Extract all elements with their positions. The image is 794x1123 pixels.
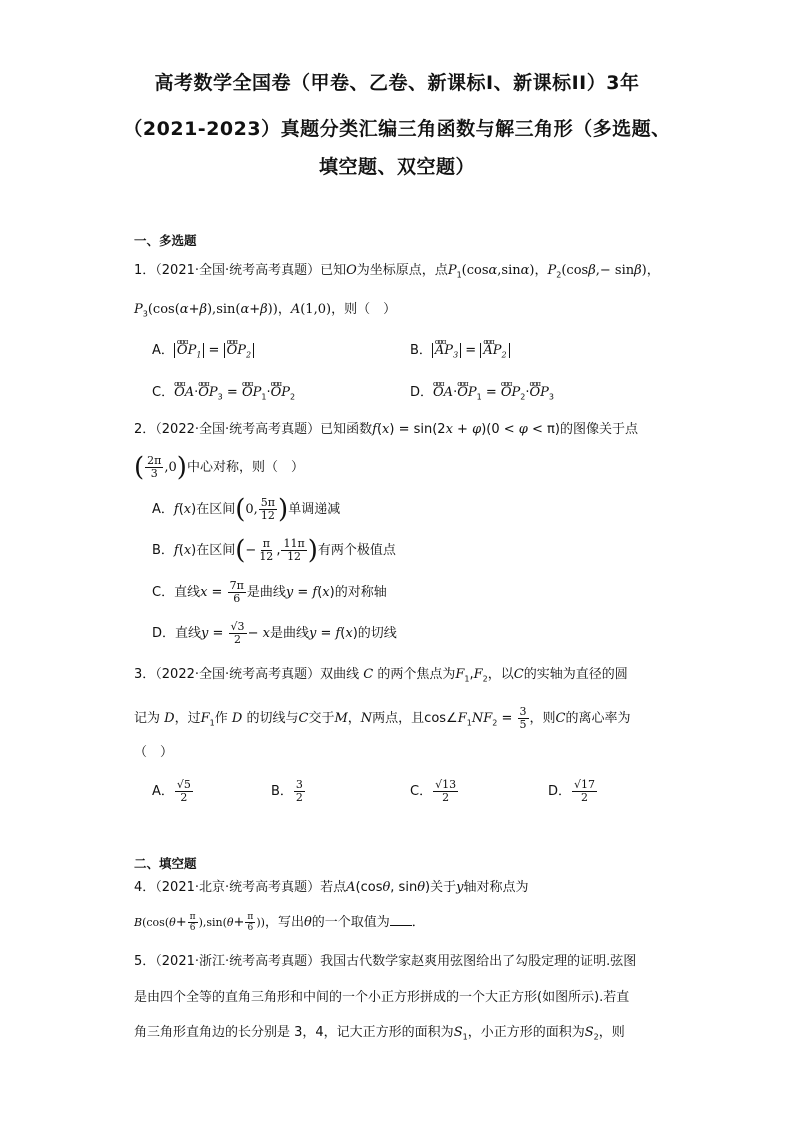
q2-line-2: ( $\frac{2\pi}{3}$ ,0)中心对称，则（ ） (134, 452, 304, 483)
q5-line-1: 5．（2021·浙江·统考高考真题）我国古代数学家赵爽用弦图给出了勾股定理的证明.弦图 (134, 954, 637, 969)
q4-answer-blank[interactable] (390, 913, 412, 926)
q1-option-c[interactable]: C．ɑɑɑ OA·ɑɑɑ $OP_3$ = ɑɑɑ $OP_1\cdot ɑɑɑ$ $OP_2$ (152, 384, 295, 407)
q1-option-b[interactable]: B．ɑɑɑ $AP_3$ = ɑɑɑ $AP_2$ (410, 342, 510, 365)
q3-option-b[interactable]: B． $\frac{3}{2}$ (271, 778, 303, 804)
q3-line-2: 记为 D，过$F_1$作 D 的切线与C交于M，N两点，且$\cos\angle F_1NF_2$ = $\frac{3}{5}$ ，则C的离心率为 (134, 705, 631, 731)
q1-option-a[interactable]: A．ɑɑɑ $OP_1$ = ɑɑɑ $OP_2$ (152, 342, 254, 365)
q2-option-b[interactable]: B．f(x)在区间(− $\frac{\pi}{12}$ , $\frac{11\pi}{12}$ )有两个极值点 (152, 535, 396, 566)
q2-line-1: 2．（2022·全国·统考高考真题）已知函数f(x) = sin(2x + φ)(0 < φ < π)的图像关于点 (134, 422, 638, 437)
q3-line-1: 3．（2022·全国·统考高考真题）双曲线 C 的两个焦点为$F_1,F_2$，以C的实轴为直径的圆 (134, 667, 628, 684)
q2-option-c[interactable]: C．直线x = $\frac{7\pi}{6}$ 是曲线y = f(x)的对称轴 (152, 579, 387, 605)
section-fill-blank: 二、填空题 (134, 856, 197, 871)
q4-line-1: 4．（2021·北京·统考高考真题）若点A(cosθ, sinθ)关于y轴对称点为 (134, 880, 529, 895)
q4-line-2: B(cos(θ+ $\frac{\pi}{6}$ ),sin(θ+ $\frac{\pi}{6}$ ))，写出θ的一个取值为 ． (134, 912, 425, 933)
section-multiple-choice: 一、多选题 (134, 233, 197, 248)
title-line-1: 高考数学全国卷（甲卷、乙卷、新课标Ⅰ、新课标II）3年 (154, 72, 640, 94)
q1-line-2: $P_3(\cos(\alpha+\beta),\sin(\alpha+\beta))$，A(1,0)，则（ ） (134, 302, 397, 319)
q2-option-a[interactable]: A．f(x)在区间(0, $\frac{5\pi}{12}$ )单调递减 (152, 494, 341, 525)
q5-line-3: 角三角形直角边的长分别是 3，4，记大正方形的面积为$S_1$，小正方形的面积为$S_2$，则 (134, 1025, 625, 1042)
q1-head: 1．（2021·全国·统考高考真题）已知 (134, 263, 347, 278)
q3-option-a[interactable]: A． $\frac{√5}{2}$ (152, 778, 191, 804)
q1-option-d[interactable]: D．ɑɑɑ OA·ɑɑɑ $OP_1$ = ɑɑɑ $OP_2\cdot ɑɑɑ$ $OP_3$ (410, 384, 554, 407)
q5-line-2: 是由四个全等的直角三角形和中间的一个小正方形拼成的一个大正方形(如图所示).若直 (134, 990, 630, 1005)
q3-line-3: （ ） (134, 745, 174, 760)
title-line-3: 填空题、双空题） (318, 156, 475, 178)
title-line-2: （2021-2023）真题分类汇编三角函数与解三角形（多选题、 (123, 118, 671, 140)
q3-option-d[interactable]: D． $\frac{√17}{2}$ (548, 778, 596, 804)
q1-line-1: 1．（2021·全国·统考高考真题）已知O为坐标原点，点$P_1(\cos\alpha,\sin\alpha)$，$P_2(\cos\beta,- \sin\beta)$， (134, 263, 660, 280)
q2-option-d[interactable]: D．直线y = $\frac{√3}{2}$ − x是曲线y = f(x)的切线 (152, 620, 397, 646)
q3-option-c[interactable]: C． $\frac{√13}{2}$ (410, 778, 457, 804)
